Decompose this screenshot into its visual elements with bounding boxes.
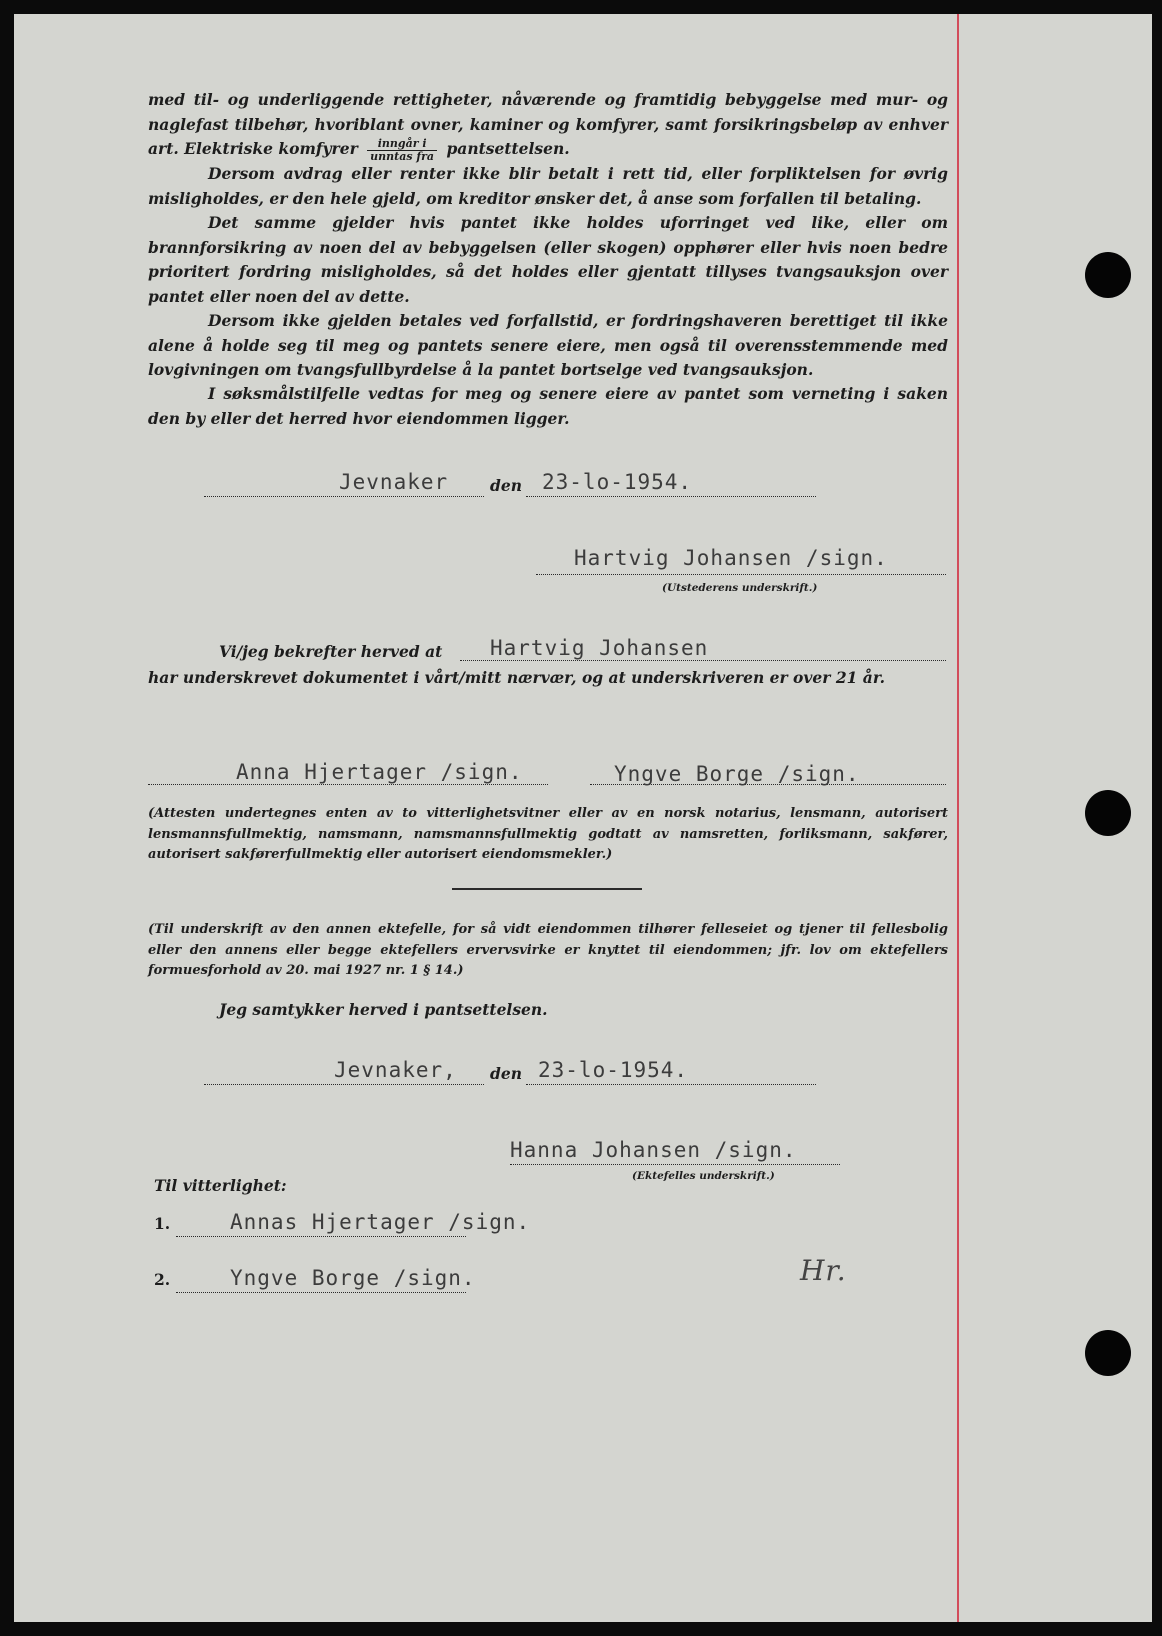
spouse-caption: (Ektefelles underskrift.) (632, 1170, 775, 1182)
witness1-signature: Anna Hjertager /sign. (236, 760, 523, 784)
spouse-den-label: den (490, 1064, 522, 1083)
spouse-consent: Jeg samtykker herved i pantsettelsen. (219, 1000, 548, 1019)
issuer-signature: Hartvig Johansen /sign. (574, 546, 888, 570)
spouse-date: 23-lo-1954. (538, 1058, 689, 1082)
witness-name-1: Annas Hjertager /sign. (230, 1210, 531, 1234)
attestation-prefix: Vi/jeg bekrefter herved at (219, 642, 443, 661)
punch-hole (1085, 790, 1131, 836)
spouse-place: Jevnaker, (334, 1058, 457, 1082)
attestation-note: (Attesten undertegnes enten av to vitterlighetsvitner eller av en norsk notarius, lensmann, autorisert lensmannsfullmektig, namsmann, namsmannsfullmektig godtatt av namsretten, forliksmann, sakfører, autorisert sakførerfullmektig eller autorisert eiendomsmekler.) (148, 806, 948, 862)
witness-number-1: 1. (154, 1214, 171, 1233)
witness-name-2: Yngve Borge /sign. (230, 1266, 476, 1290)
attested-name: Hartvig Johansen (490, 636, 709, 660)
issue-date: 23-lo-1954. (542, 470, 693, 494)
date-line (526, 496, 816, 497)
paragraph-pledge-scope: med til- og underliggende rettigheter, nåværende og framtidig bebyggelse med mur- og naglefast tilbehør, hvoriblant ovner, kaminer og komfyrer, samt forsikringsbeløp av enhver art. Elektriske komfyrer $\frac{\text{inngår i}}{\text{unntas fra}}$ pantsettelsen. (148, 90, 948, 163)
attestation-line2: har underskrevet dokumentet i vårt/mitt nærvær, og at underskriveren er over 21 år. (148, 668, 885, 687)
paragraph-venue: I søksmålstilfelle vedtas for meg og senere eiere av pantet som verneting i saken den by eller det herred hvor eiendommen ligger. (148, 384, 948, 428)
handwritten-initials: Hr. (800, 1254, 847, 1287)
spouse-signature: Hanna Johansen /sign. (510, 1138, 797, 1162)
spouse-note: (Til underskrift av den annen ektefelle, for så vidt eiendommen tilhører felleseiet og tjener til fellesbolig eller den annens eller begge ektefellers ervervsvirke er knyttet til eiendommen; jfr. lov om ektefellers formuesforhold av 20. mai 1927 nr. 1 § 14.) (148, 922, 948, 978)
red-margin-line (957, 14, 959, 1622)
spouse-place-line (204, 1084, 484, 1085)
fraction-included-excluded: $\frac{\text{inngår i}}{\text{unntas fra}}$ (367, 138, 437, 163)
punch-hole (1085, 252, 1131, 298)
place-line (204, 496, 484, 497)
divider-rule (452, 888, 642, 890)
paragraph-enforcement: Dersom ikke gjelden betales ved forfallstid, er fordringshaveren berettiget til ikke alene å holde seg til meg og pantets senere eiere, men også til overensstemmende med lovgivningen om tvangsfullbyrdelse å la pantet bortselge ved tvangsauksjon. (148, 311, 948, 379)
witness1-line (148, 784, 548, 785)
paragraph-maintenance: Det samme gjelder hvis pantet ikke holdes uforringet ved like, eller om brannforsikring av noen del av bebyggelsen (eller skogen) opphører eller hvis noen bedre prioritert fordring misligholdes, så det holdes eller gjentatt tillyses tvangsauksjon over pantet eller noen del av dette. (148, 213, 948, 306)
issuer-signature-line (536, 574, 946, 575)
witness-line-2 (176, 1292, 466, 1293)
witness-number-2: 2. (154, 1270, 171, 1289)
issue-place: Jevnaker (339, 470, 449, 494)
punch-hole (1085, 1330, 1131, 1376)
den-label: den (490, 476, 522, 495)
witnesses-label: Til vitterlighet: (154, 1176, 287, 1195)
issuer-caption: (Utstederens underskrift.) (662, 582, 818, 594)
witness-line-1 (176, 1236, 466, 1237)
witness2-signature: Yngve Borge /sign. (614, 762, 860, 786)
attested-name-line (460, 660, 946, 661)
paragraph-default: Dersom avdrag eller renter ikke blir betalt i rett tid, eller forpliktelsen for øvrig misligholdes, er den hele gjeld, om kreditor ønsker det, å anse som forfallen til betaling. (148, 164, 948, 208)
spouse-signature-line (510, 1164, 840, 1165)
document-page (14, 14, 1152, 1622)
spouse-date-line (526, 1084, 816, 1085)
